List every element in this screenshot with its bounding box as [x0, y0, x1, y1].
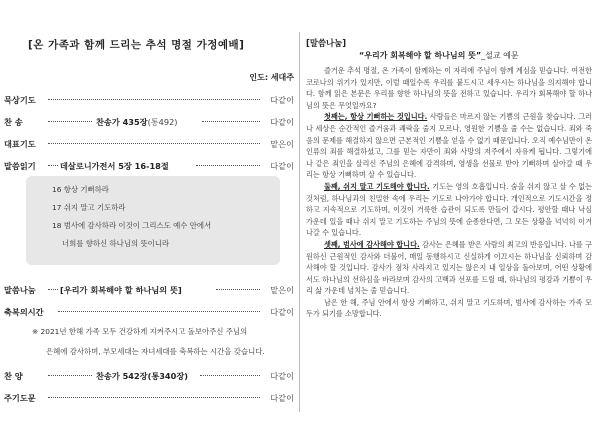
sermon-heading	[359, 50, 519, 61]
page-title: [온 가족과 함께 드리는 추석 명절 가정예배]	[28, 39, 245, 51]
column-divider	[299, 32, 300, 412]
order-detail: 찬송가 542장(통340장)	[96, 371, 188, 381]
order-label: 말씀읽기	[4, 161, 36, 171]
scripture-verse: 17 쉬지 말고 기도하라	[52, 203, 126, 212]
dotted-leader	[202, 121, 260, 122]
order-scripture-reading	[4, 160, 294, 172]
order-participant: 맡은이	[270, 285, 294, 295]
point-heading: 셋째, 범사에 감사해야 합니다.	[324, 239, 420, 249]
dotted-leader	[216, 289, 260, 290]
order-label: 찬 양	[4, 371, 23, 381]
point-heading: 첫째는, 항상 기뻐하는 것입니다.	[324, 112, 428, 122]
sermon-closing: 남은 한 해, 주님 안에서 항상 기뻐하고, 쉬지 말고 기도하며, 범사에 감사하는 가족 모두가 되기를 소망합니다.	[306, 297, 592, 319]
order-sermon-sharing	[4, 284, 294, 296]
order-label: 주기도문	[4, 393, 36, 403]
order-detail: 찬송가 435장(통492)	[96, 117, 178, 127]
blessing-remark-line: ※ 2021년 한해 가족 모두 건강하게 지켜주시고 돌보아주신 주님의	[32, 327, 248, 336]
order-detail: [우리가 회복해야 할 하나님의 뜻]	[60, 285, 182, 295]
order-detail: 데살로니가전서 5장 16-18절	[60, 161, 169, 171]
dotted-leader	[196, 165, 260, 166]
scripture-verse: 18 범사에 감사하라 이것이 그리스도 예수 안에서	[52, 221, 212, 230]
section-heading: [말씀나눔]	[306, 38, 347, 48]
order-label: 말씀나눔	[4, 285, 36, 295]
order-praise	[4, 370, 294, 382]
scripture-verse: 16 항상 기뻐하라	[52, 185, 109, 194]
dotted-leader	[48, 397, 260, 398]
leader-label: 인도: 세대주	[249, 73, 294, 82]
order-participant: 다같이	[270, 161, 294, 171]
order-label: 묵상기도	[4, 95, 36, 105]
sermon-title: “우리가 회복해야 할 하나님의 뜻”	[359, 51, 482, 60]
order-blessing-time	[4, 306, 294, 318]
order-representative-prayer	[4, 138, 294, 150]
point-heading: 둘째, 쉬지 말고 기도해야 합니다.	[324, 181, 430, 191]
order-participant: 다같이	[270, 95, 294, 105]
sermon-point-2: 둘째, 쉬지 말고 기도해야 합니다. 기도는 영의 호흡입니다. 숨을 쉬지 않고 살 수 없는 것처럼, 하나님과의 친밀한 속에 우리는 기도로 나아가야 합니다. 개인적으로 기도시간을 정하고 지속적으로 기도하며, 이것이 거룩한 습관이 되도록 만들어 갑시다. 평안할 때나 낙심 가운데 있을 때나 쉬지 말고 기도하는 주님의 뜻에 순종한다면, 그 모든 상황을 넉넉히 이겨나갈 수 있습니다.	[306, 181, 592, 238]
dotted-leader	[48, 99, 260, 100]
scripture-verse: 너희를 향하신 하나님의 뜻이니라	[62, 239, 170, 248]
dotted-leader	[48, 165, 58, 166]
sermon-body	[306, 65, 592, 320]
dotted-leader	[200, 375, 260, 376]
order-participant: 다같이	[270, 307, 294, 317]
order-label: 대표기도	[4, 139, 36, 149]
order-participant: 맡은이	[270, 139, 294, 149]
sermon-byline: _설교 예문	[481, 51, 519, 60]
dotted-leader	[48, 289, 58, 290]
sermon-point-3: 셋째, 범사에 감사해야 합니다. 감사는 은혜를 받은 사람의 최고의 반응입니다. 나를 구원하신 근원적인 감사와 더불어, 매일 동행하시고 신실하게 이끄시는 하나님을 신뢰하며 감사해야 할 것입니다. 감사가 점차 사라지고 있지는 않은지 내 일상을 돌아보며, 어떤 상황에서도 하나님의 선하심을 바라보며 감사의 고백과 선포를 드릴 때, 하나님의 평강과 기쁨이 우리 삶 가운데 넘치는 줄 믿습니다.	[306, 239, 592, 296]
order-label: 찬 송	[4, 117, 23, 127]
order-silent-prayer	[4, 94, 294, 106]
order-participant: 다같이	[270, 393, 294, 403]
order-hymn	[4, 116, 294, 128]
dotted-leader	[48, 143, 260, 144]
sermon-point-1: 첫째는, 항상 기뻐하는 것입니다. 사람들은 마르지 않는 기쁨의 근원을 찾습니다. 그러나 세상은 순간적인 즐거움과 쾌락을 줄지 모르나, 영원한 기쁨을 줄 수는 없습니다. 죄와 죽음의 문제를 해결하지 않으면 근본적인 기쁨을 얻을 수 없기 때문입니다. 오직 예수님만이 온 인류의 죄를 해결하셨고, 그를 믿는 자만이 죄와 사망의 저주에서 자유케 됩니다. 그렇기에 나 같은 죄인을 살리신 주님의 은혜에 감격하며, 영생을 선물로 받아 기뻐하며 살아갈 때 우리는 항상 기뻐하며 살 수 있습니다.	[306, 112, 593, 180]
dotted-leader	[58, 311, 260, 312]
dotted-leader	[48, 375, 92, 376]
sermon-intro: 즐거운 추석 명절, 온 가족이 함께하는 이 자리에 주님이 함께 계심을 믿습니다. 여전한 코로나의 위기가 있지만, 이럴 때일수록 우리를 붙드시고 세우시는 하나님을 의지해야 합니다. 함께 읽은 본문은 우리를 향한 하나님의 뜻을 전하고 있습니다. 우리가 회복해야 할 하나님의 뜻은 무엇일까요?	[306, 66, 592, 110]
order-lords-prayer	[4, 392, 294, 404]
order-participant: 다같이	[270, 117, 294, 127]
order-label: 축복의시간	[4, 307, 44, 317]
dotted-leader	[48, 121, 92, 122]
order-participant: 다같이	[270, 371, 294, 381]
blessing-remark-line: 은혜에 감사하며, 부모세대는 자녀세대를 축복하는 시간을 갖습니다.	[46, 347, 265, 356]
scripture-box	[26, 176, 280, 265]
